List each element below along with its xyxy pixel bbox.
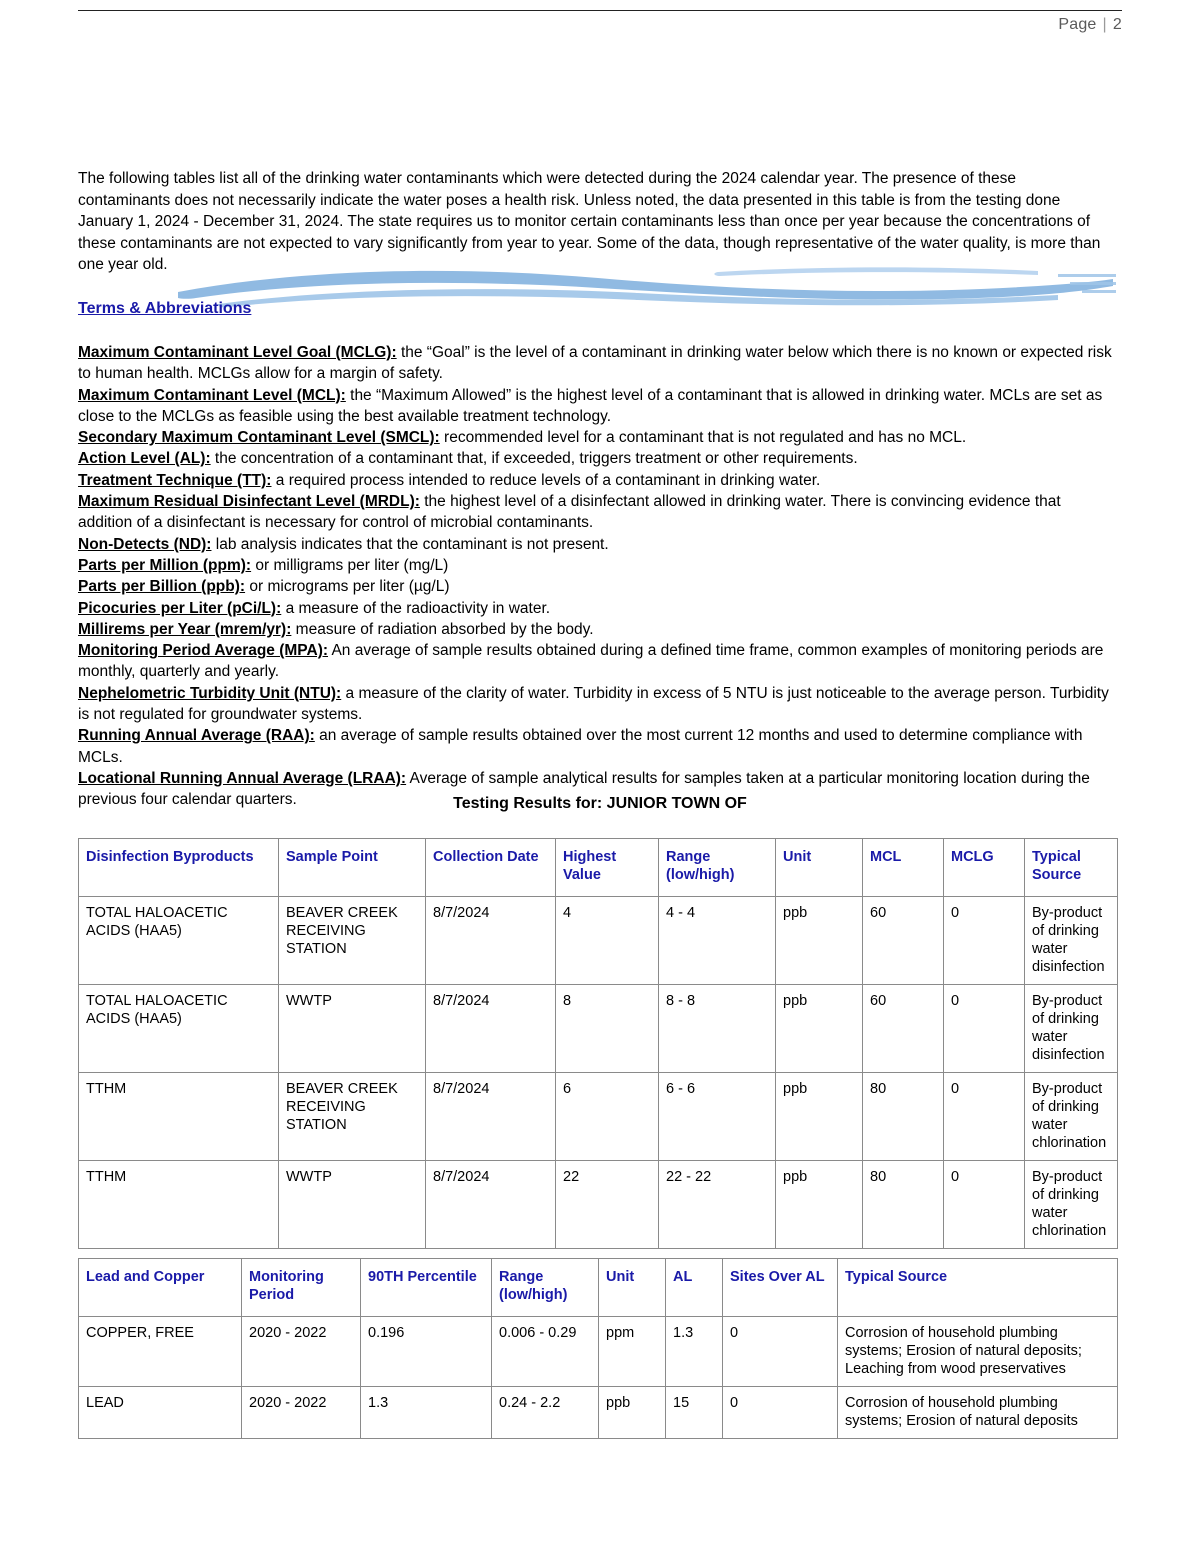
cell-collection-date: 8/7/2024: [426, 985, 556, 1073]
cell-typical-source: By-product of drinking water chlorination: [1025, 1161, 1118, 1249]
term-label: Parts per Million (ppm):: [78, 556, 252, 574]
term-label: Secondary Maximum Contaminant Level (SMCL):: [78, 429, 440, 447]
col-sites-over-al: Sites Over AL: [723, 1259, 838, 1317]
term-definition: measure of radiation absorbed by the body.: [291, 620, 594, 638]
cell-90th-percentile: 0.196: [361, 1317, 492, 1387]
cell-collection-date: 8/7/2024: [426, 1161, 556, 1249]
cell-90th-percentile: 1.3: [361, 1387, 492, 1439]
cell-sites-over-al: 0: [723, 1317, 838, 1387]
term-definition: or micrograms per liter (µg/L): [245, 578, 450, 596]
term-label: Picocuries per Liter (pCi/L):: [78, 599, 282, 617]
terms-heading: Terms & Abbreviations: [78, 300, 252, 317]
cell-typical-source: By-product of drinking water disinfection: [1025, 897, 1118, 985]
cell-monitoring-period: 2020 - 2022: [242, 1317, 361, 1387]
term-label: Maximum Residual Disinfectant Level (MRDL):: [78, 493, 420, 511]
cell-contaminant: TTHM: [79, 1073, 279, 1161]
term-definition: recommended level for a contaminant that is not regulated and has no MCL.: [439, 429, 967, 447]
cell-sample-point: WWTP: [279, 985, 426, 1073]
cell-range: 8 - 8: [659, 985, 776, 1073]
cell-highest-value: 6: [556, 1073, 659, 1161]
cell-mclg: 0: [944, 897, 1025, 985]
page-separator: |: [1102, 16, 1107, 33]
term-definition: the “Goal” is the level of a contaminant in drinking water below which there is no known or expected risk to human health. MCLGs allow for a margin of safety.: [78, 344, 1112, 383]
cell-typical-source: Corrosion of household plumbing systems; Erosion of natural deposits: [838, 1387, 1118, 1439]
cell-range: 6 - 6: [659, 1073, 776, 1161]
lead-copper-table-wrapper: [78, 1258, 1118, 1439]
cell-contaminant: TTHM: [79, 1161, 279, 1249]
col-mclg: MCLG: [944, 839, 1025, 897]
term-definition: the highest level of a disinfectant allowed in drinking water. There is convincing evidence that addition of a disinfectant is necessary for control of microbial contaminants.: [78, 493, 1061, 532]
cell-monitoring-period: 2020 - 2022: [242, 1387, 361, 1439]
cell-mcl: 60: [863, 897, 944, 985]
page-label: Page: [1058, 16, 1097, 33]
cell-contaminant: TOTAL HALOACETIC ACIDS (HAA5): [79, 897, 279, 985]
page-number: 2: [1112, 16, 1122, 33]
table-header-row: [79, 1259, 1118, 1317]
term-entry: [78, 344, 1112, 382]
term-label: Action Level (AL):: [78, 450, 211, 468]
cell-unit: ppb: [776, 1073, 863, 1161]
term-definition: the concentration of a contaminant that, if exceeded, triggers treatment or other requirements.: [210, 450, 858, 468]
col-90th-percentile: 90TH Percentile: [361, 1259, 492, 1317]
term-entry: [78, 578, 450, 595]
disinfection-byproducts-table-wrapper: [78, 838, 1118, 1249]
cell-unit: ppb: [776, 1161, 863, 1249]
cell-highest-value: 8: [556, 985, 659, 1073]
cell-unit: ppm: [599, 1317, 666, 1387]
term-label: Maximum Contaminant Level (MCL):: [78, 386, 346, 404]
term-definition: Average of sample analytical results for samples taken at a particular monitoring location during the previous four calendar quarters.: [78, 769, 1090, 809]
cell-range: 4 - 4: [659, 897, 776, 985]
lead-copper-table: [78, 1258, 1118, 1439]
page-number-header: [1058, 16, 1122, 34]
term-definition: a measure of the clarity of water. Turbidity in excess of 5 NTU is just noticeable to the average person. Turbidity is not regulated for groundwater systems.: [78, 684, 1109, 724]
term-label: Parts per Billion (ppb):: [78, 578, 246, 596]
col-sample-point: Sample Point: [279, 839, 426, 897]
cell-unit: ppb: [776, 897, 863, 985]
term-definition: the “Maximum Allowed” is the highest level of a contaminant that is allowed in drinking water. MCLs are set as close to the MCLGs as feasible using the best available treatment technology.: [78, 386, 1103, 425]
term-entry: [78, 727, 1083, 765]
cell-sample-point: WWTP: [279, 1161, 426, 1249]
term-entry: [78, 621, 594, 638]
term-entry: [78, 493, 1061, 531]
cell-mclg: 0: [944, 985, 1025, 1073]
term-entry: [78, 472, 820, 489]
term-label: Monitoring Period Average (MPA):: [78, 642, 329, 660]
col-typical-source: Typical Source: [1025, 839, 1118, 897]
col-unit: Unit: [776, 839, 863, 897]
term-definition: a measure of the radioactivity in water.: [281, 599, 551, 617]
term-entry: [78, 557, 448, 574]
cell-sample-point: BEAVER CREEK RECEIVING STATION: [279, 897, 426, 985]
col-typical-source: Typical Source: [838, 1259, 1118, 1317]
term-entry: [78, 450, 858, 467]
col-mcl: MCL: [863, 839, 944, 897]
cell-typical-source: By-product of drinking water chlorination: [1025, 1073, 1118, 1161]
term-label: Treatment Technique (TT):: [78, 471, 272, 489]
term-entry: [78, 429, 966, 446]
cell-range: 0.24 - 2.2: [492, 1387, 599, 1439]
cell-typical-source: Corrosion of household plumbing systems; Erosion of natural deposits; Leaching from wood preservatives: [838, 1317, 1118, 1387]
col-range: Range (low/high): [659, 839, 776, 897]
term-definition: a required process intended to reduce levels of a contaminant in drinking water.: [271, 471, 821, 489]
cell-range: 0.006 - 0.29: [492, 1317, 599, 1387]
term-label: Nephelometric Turbidity Unit (NTU):: [78, 684, 342, 702]
intro-paragraph: The following tables list all of the drinking water contaminants which were detected during the 2024 calendar year. The presence of these contaminants does not necessarily indicate the water poses a health risk. Unless noted, the data presented in this table is from the testing done January 1, 2024 - December 31, 2024. The state requires us to monitor certain contaminants less than once per year because the concentrations of these contaminants are not expected to vary significantly from year to year. Some of the data, though representative of the water quality, is more than one year old.: [78, 170, 1101, 273]
cell-sites-over-al: 0: [723, 1387, 838, 1439]
term-entry: [78, 600, 550, 617]
cell-al: 15: [666, 1387, 723, 1439]
col-disinfection-byproducts: Disinfection Byproducts: [79, 839, 279, 897]
cell-highest-value: 22: [556, 1161, 659, 1249]
term-entry: [78, 536, 609, 553]
col-collection-date: Collection Date: [426, 839, 556, 897]
cell-collection-date: 8/7/2024: [426, 897, 556, 985]
cell-mcl: 80: [863, 1073, 944, 1161]
cell-mclg: 0: [944, 1073, 1025, 1161]
table-row: [79, 985, 1118, 1073]
col-al: AL: [666, 1259, 723, 1317]
term-label: Running Annual Average (RAA):: [78, 727, 315, 745]
table-row: [79, 1161, 1118, 1249]
col-range: Range (low/high): [492, 1259, 599, 1317]
cell-al: 1.3: [666, 1317, 723, 1387]
term-entry: [78, 642, 1103, 680]
term-label: Non-Detects (ND):: [78, 535, 212, 553]
cell-contaminant: TOTAL HALOACETIC ACIDS (HAA5): [79, 985, 279, 1073]
term-definition: lab analysis indicates that the contaminant is not present.: [211, 535, 609, 553]
cell-collection-date: 8/7/2024: [426, 1073, 556, 1161]
term-label: Locational Running Annual Average (LRAA):: [78, 769, 407, 787]
cell-unit: ppb: [599, 1387, 666, 1439]
cell-mcl: 80: [863, 1161, 944, 1249]
term-label: Millirems per Year (mrem/yr):: [78, 620, 292, 638]
header-divider: [78, 10, 1122, 11]
term-definition: An average of sample results obtained during a defined time frame, common examples of monitoring periods are monthly, quarterly and yearly.: [78, 642, 1104, 681]
col-unit: Unit: [599, 1259, 666, 1317]
table-row: [79, 1073, 1118, 1161]
cell-contaminant: LEAD: [79, 1387, 242, 1439]
cell-typical-source: By-product of drinking water disinfection: [1025, 985, 1118, 1073]
cell-unit: ppb: [776, 985, 863, 1073]
cell-highest-value: 4: [556, 897, 659, 985]
table-header-row: [79, 839, 1118, 897]
term-entry: [78, 387, 1102, 425]
cell-mclg: 0: [944, 1161, 1025, 1249]
table-row: [79, 1317, 1118, 1387]
cell-contaminant: COPPER, FREE: [79, 1317, 242, 1387]
terms-list: [78, 342, 1118, 811]
table-row: [79, 897, 1118, 985]
term-definition: an average of sample results obtained over the most current 12 months and used to determine compliance with MCLs.: [78, 727, 1083, 766]
results-title: Testing Results for: JUNIOR TOWN OF: [453, 795, 747, 812]
cell-sample-point: BEAVER CREEK RECEIVING STATION: [279, 1073, 426, 1161]
term-definition: or milligrams per liter (mg/L): [251, 556, 449, 574]
term-label: Maximum Contaminant Level Goal (MCLG):: [78, 344, 397, 361]
col-lead-and-copper: Lead and Copper: [79, 1259, 242, 1317]
table-row: [79, 1387, 1118, 1439]
col-monitoring-period: Monitoring Period: [242, 1259, 361, 1317]
cell-range: 22 - 22: [659, 1161, 776, 1249]
col-highest-value: Highest Value: [556, 839, 659, 897]
cell-mcl: 60: [863, 985, 944, 1073]
term-entry: [78, 685, 1109, 723]
disinfection-byproducts-table: [78, 838, 1118, 1249]
